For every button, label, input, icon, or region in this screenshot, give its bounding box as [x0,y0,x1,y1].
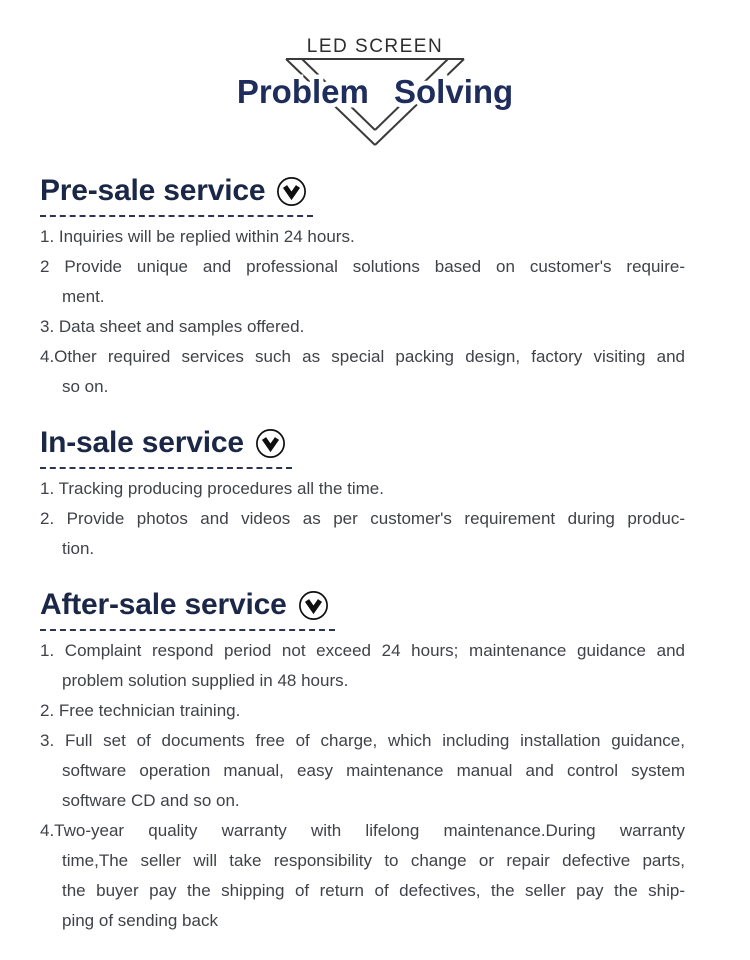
service-item-line: 1. Tracking producing procedures all the time. [40,479,384,498]
service-item-list [40,474,685,564]
chevron-down-circle-icon [298,590,329,621]
header-kicker: LED SCREEN [306,36,444,57]
header-banner [0,0,750,152]
service-item-line: ment. [62,287,105,306]
service-item-line: 3. Data sheet and samples offered. [40,317,305,336]
service-item-line: the buyer pay the shipping of return of defectives, the seller pay the ship- [62,881,685,900]
service-item-line: software CD and so on. [62,791,240,810]
service-item-list [40,636,685,936]
service-item-list [40,222,685,402]
section-title: Pre-sale service [40,174,266,207]
service-item-line: 4.Two-year quality warranty with lifelong maintenance.During warranty [40,821,685,840]
section-in-sale-service [40,426,685,564]
section-title: After-sale service [40,588,287,621]
service-item-line: tion. [62,539,95,558]
services-content [0,174,750,960]
service-item-line: 2. Provide photos and videos as per customer's requirement during produc- [40,509,685,528]
service-item-line: 1. Inquiries will be replied within 24 hours. [40,227,355,246]
section-heading [40,174,313,217]
section-heading [40,426,292,469]
service-item-line: time,The seller will take responsibility to change or repair defective parts, [62,851,685,870]
section-pre-sale-service [40,174,685,402]
service-item-line: 1. Complaint respond period not exceed 24 hours; maintenance guidance and [40,641,685,660]
service-item-line: 2. Free technician training. [40,701,241,720]
chevron-down-circle-icon [255,428,286,459]
service-item-line: 2 Provide unique and professional solutions based on customer's require- [40,257,685,276]
chevron-down-circle-icon [276,176,307,207]
service-item-line: problem solution supplied in 48 hours. [62,671,349,690]
section-heading [40,588,335,631]
section-after-sale-service [40,588,685,936]
page-header [0,0,750,152]
service-item-line: 4.Other required services such as special packing design, factory visiting and [40,347,685,366]
service-item-line: ping of sending back [62,911,218,930]
service-item-line: 3. Full set of documents free of charge, which including installation guidance, [40,731,685,750]
service-item-line: so on. [62,377,109,396]
service-item-line: software operation manual, easy maintenance manual and control system [62,761,685,780]
section-title: In-sale service [40,426,244,459]
page-title: Problem Solving [236,73,514,110]
